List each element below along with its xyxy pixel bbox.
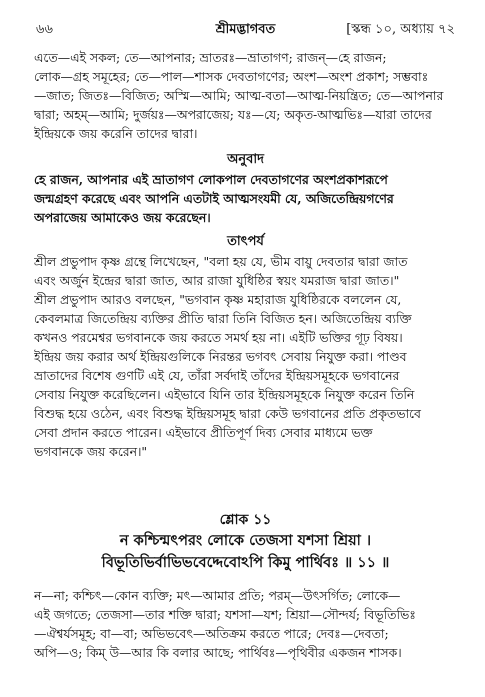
- translation-block: [34, 170, 457, 227]
- synonyms-line: —জাত; জিতঃ—বিজিত; অস্মি—আমি; আত্ম-বতা—আত্ম-নিয়ন্ত্রিত; তে—আপনার: [34, 88, 444, 103]
- verse-block: [34, 530, 457, 574]
- purport-line: শ্রীল প্রভুপাদ কৃষ্ণ গ্রন্থে লিখেছেন, "বলা হয় যে, ভীম বায়ু দেবতার দ্বারা জাত: [34, 254, 408, 269]
- translation-line: জন্মগ্রহণ করেছে এবং আপনি এতটাই আত্মসংযমী যে, অজিতেন্দ্রিয়গণের: [34, 191, 394, 206]
- page-number: ৬৬: [36, 22, 53, 37]
- purport-line: বিশুদ্ধ হয়ে ওঠেন, এবং বিশুদ্ধ ইন্দ্রিয়সমূহ দ্বারা কেউ ভগবানের প্রতি প্রকৃতভাবে: [34, 406, 421, 421]
- synonyms-line: অপি—ও; কিম্ উ—আর কি বলার আছে; পার্থিবঃ—পৃথিবীর একজন শাসক।: [34, 645, 402, 660]
- purport-line: ইন্দ্রিয় জয় করার অর্থ ইন্দ্রিয়গুলিকে নিরন্তর ভগবৎ সেবায় নিযুক্ত করা। পাণ্ডব: [34, 349, 407, 364]
- synonyms-line: লোক—গ্রহ সমূহের; তে—পাল—শাসক দেবতাগণের; অংশ—অংশ প্রকাশ; সম্ভবাঃ: [34, 69, 429, 84]
- translation-heading: অনুবাদ: [227, 152, 264, 167]
- purport-line: ভগবানকে জয় করেন।": [34, 444, 148, 459]
- purport-line: সেবায় নিযুক্ত করেছিলেন। এইভাবে যিনি তার ইন্দ্রিয়সমূহকে নিযুক্ত করেন তিনি: [34, 387, 415, 402]
- purport-line: এবং অর্জুন ইন্দ্রের দ্বারা জাত, আর রাজা যুধিষ্ঠির স্বয়ং যমরাজ দ্বারা জাত।": [34, 273, 400, 288]
- synonyms-line: এতে—এই সকল; তে—আপনার; ভ্রাতরঃ—ভ্রাতাগণ; রাজন্—হে রাজন;: [34, 50, 387, 65]
- synonyms-line: ইন্দ্রিয়কে জয় করেনি তাদের দ্বারা।: [34, 126, 198, 141]
- purport-line: কেবলমাত্র জিতেন্দ্রিয় ব্যক্তির প্রীতি দ্বারা তিনি বিজিত হন। অজিতেন্দ্রিয় ব্যক্তি: [34, 311, 412, 326]
- synonyms-line: ন—না; কশ্চিৎ—কোন ব্যক্তি; মৎ—আমার প্রতি; পরম্—উৎসর্গিত; লোকে—: [34, 588, 401, 603]
- synonyms-line: এই জগতে; তেজসা—তার শক্তি দ্বারা; যশসা—যশ; শ্রিয়া—সৌন্দর্য; বিভূতিভিঃ: [34, 607, 416, 622]
- synonyms-line: দ্বারা; অহম্—আমি; দুর্জয়ঃ—অপরাজেয়; যঃ—যে; অকৃত-আত্মভিঃ—যারা তাদের: [34, 107, 432, 122]
- purport-block: [34, 252, 457, 461]
- purport-line: ভ্রাতাদের বিশেষ গুণটি এই যে, তাঁরা সর্বদাই তাঁদের ইন্দ্রিয়সমূহকে ভগবানের: [34, 368, 400, 383]
- verse-line: ন কশ্চিন্মৎপরং লোকে তেজসা যশসা শ্রিয়া ।: [119, 532, 372, 549]
- page-header: [36, 20, 455, 40]
- verse-synonyms-block: [34, 586, 457, 662]
- verse-line: বিভূতিভির্বাভিভবেদ্দেবোঽপি কিমু পার্থিবঃ ॥ ১১ ॥: [101, 554, 390, 571]
- purport-heading: তাৎপর্য: [227, 234, 264, 249]
- purport-line: কখনও পরমেশ্বর ভগবানকে জয় করতে সমর্থ হয় না। এইটি ভক্তির গূঢ় বিষয়।: [34, 330, 403, 345]
- synonyms-block: [34, 48, 457, 143]
- chapter-reference: [স্কন্ধ ১০, অধ্যায় ৭২: [346, 22, 455, 37]
- translation-line: হে রাজন, আপনার এই ভ্রাতাগণ লোকপাল দেবতাগণের অংশপ্রকাশরূপে: [34, 172, 388, 187]
- translation-line: অপরাজেয় আমাকেও জয় করেছেন।: [34, 210, 211, 225]
- verse-heading: শ্লোক ১১: [219, 512, 272, 528]
- purport-line: সেবা প্রদান করতে পারেন। এইভাবে প্রীতিপূর্ণ দিব্য সেবার মাধ্যমে ভক্ত: [34, 425, 373, 440]
- synonyms-line: —ঐশ্বর্যসমূহ; বা—বা; অভিভবেৎ—অতিক্রম করতে পারে; দেবঃ—দেবতা;: [34, 626, 389, 641]
- purport-line: শ্রীল প্রভুপাদ আরও বলছেন, "ভগবান কৃষ্ণ মহারাজ যুধিষ্ঠিরকে বললেন যে,: [34, 292, 402, 307]
- book-title: শ্রীমদ্ভাগবত: [215, 22, 276, 37]
